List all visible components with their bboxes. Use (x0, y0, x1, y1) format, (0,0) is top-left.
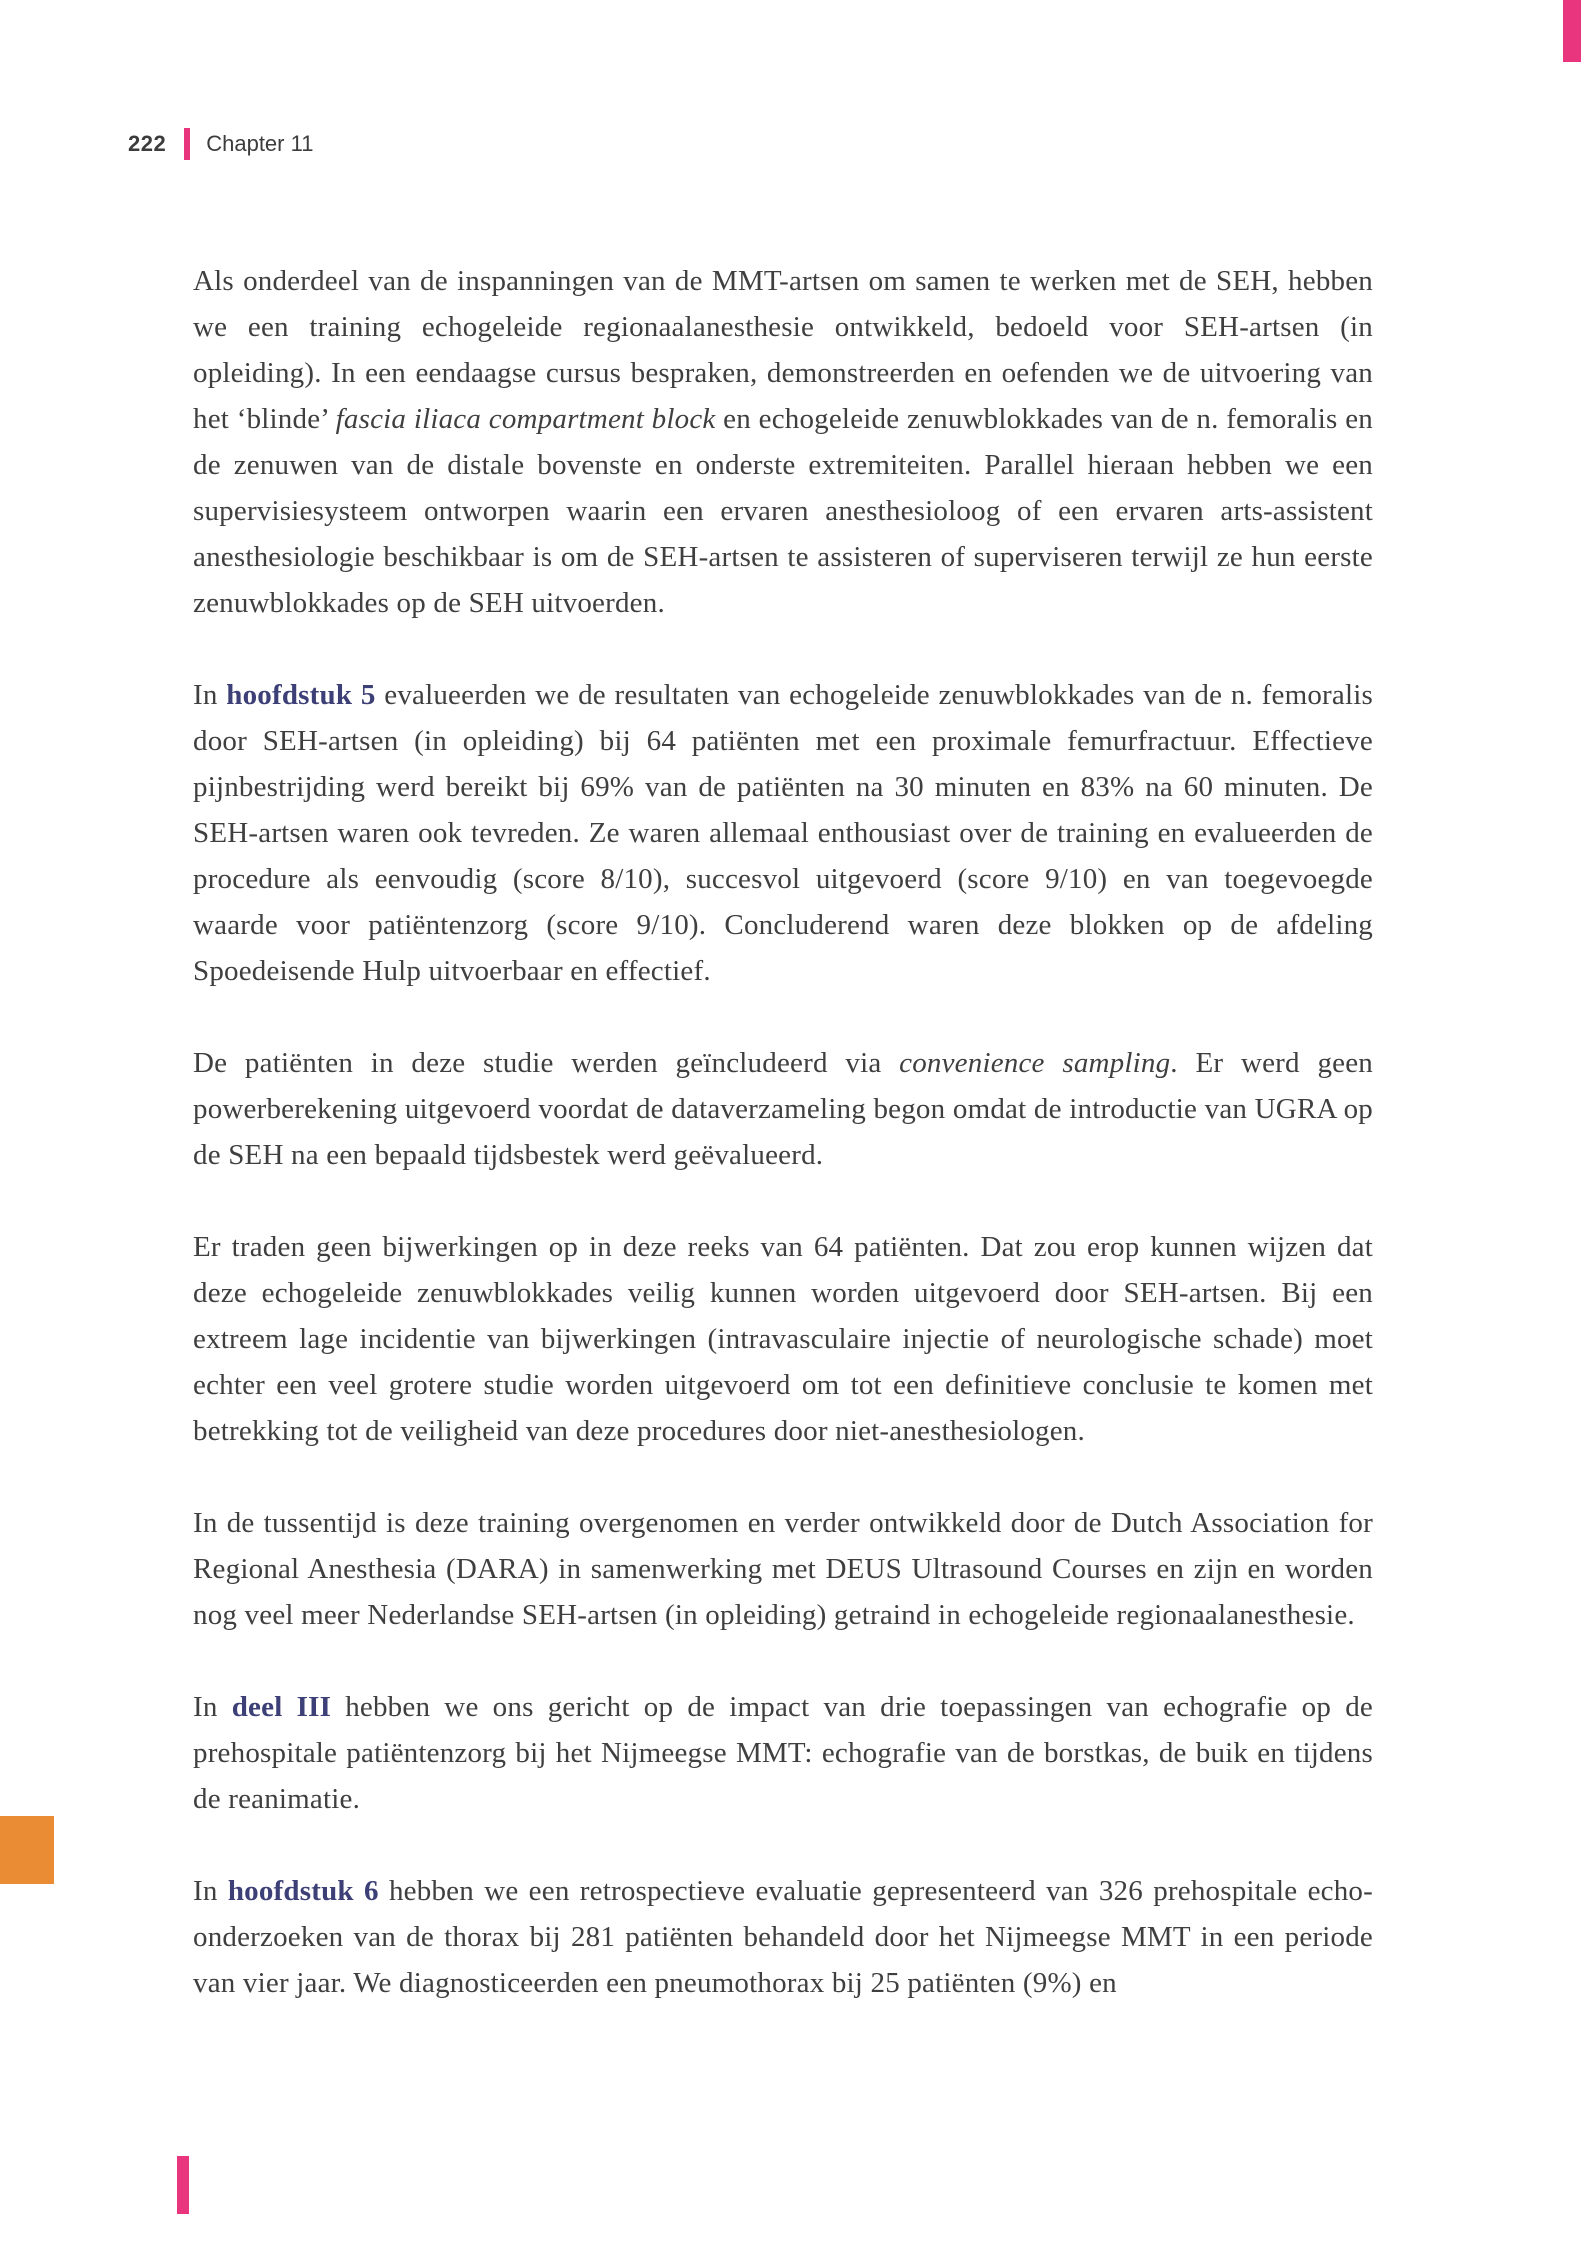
text-segment: De patiënten in deze studie werden geïncludeerd via (193, 1047, 900, 1079)
text-segment: deel III (231, 1691, 332, 1723)
bottom-left-accent-bar (177, 2156, 189, 2214)
paragraph (193, 1684, 1373, 1822)
text-segment: hoofdstuk 5 (226, 679, 376, 711)
paragraph (193, 672, 1373, 994)
text-segment: Als onderdeel van de inspanningen van de MMT-artsen om samen te werken met de SEH, hebben we een training echogeleide regionaalanesthesie ontwikkeld, bedoeld voor SEH-artsen (in opleiding). In een eendaagse cursus bespraken, demonstreerden en oefenden we de uitvoering van het ‘blinde’ (193, 265, 1373, 435)
paragraph (193, 1868, 1373, 2006)
running-header (128, 128, 313, 160)
paragraph (193, 1040, 1373, 1178)
top-right-accent-bar (1563, 0, 1581, 62)
text-segment: evalueerden we de resultaten van echogeleide zenuwblokkades van de n. femoralis door SEH-artsen (in opleiding) bij 64 patiënten met een proximale femurfractuur. Effectieve pijnbestrijding werd bereikt bij 69% van de patiënten na 30 minuten en 83% na 60 minuten. De SEH-artsen waren ook tevreden. Ze waren allemaal enthousiast over de training en evalueerden de procedure als eenvoudig (score 8/10), succesvol uitgevoerd (score 9/10) en van toegevoegde waarde voor patiëntenzorg (score 9/10). Concluderend waren deze blokken op de afdeling Spoedeisende Hulp uitvoerbaar en effectief. (193, 679, 1373, 987)
text-segment: Er traden geen bijwerkingen op in deze reeks van 64 patiënten. Dat zou erop kunnen wijzen dat deze echogeleide zenuwblokkades veilig kunnen worden uitgevoerd door SEH-artsen. Bij een extreem lage incidentie van bijwerkingen (intravasculaire injectie of neurologische schade) moet echter een veel grotere studie worden uitgevoerd om tot een definitieve conclusie te komen met betrekking tot de veiligheid van deze procedures door niet-anesthesiologen. (193, 1231, 1373, 1447)
paragraph (193, 1500, 1373, 1638)
chapter-label: Chapter 11 (206, 131, 314, 156)
left-orange-accent-block (0, 1816, 54, 1884)
text-segment: . Er werd geen powerberekening uitgevoerd voordat de dataverzameling begon omdat de introductie van UGRA op de SEH na een bepaald tijdsbestek werd geëvalueerd. (193, 1047, 1373, 1171)
text-segment: hebben we een retrospectieve evaluatie gepresenteerd van 326 prehospitale echo-onderzoeken van de thorax bij 281 patiënten behandeld door het Nijmeegse MMT in een periode van vier jaar. We diagnosticeerden een pneumothorax bij 25 patiënten (9%) en (193, 1875, 1373, 1999)
body-text (193, 258, 1373, 2006)
paragraph (193, 258, 1373, 626)
text-segment: en echogeleide zenuwblokkades van de n. femoralis en de zenuwen van de distale bovenste en onderste extremiteiten. Parallel hieraan hebben we een supervisiesysteem ontworpen waarin een ervaren anesthesioloog of een ervaren arts-assistent anesthesiologie beschikbaar is om de SEH-artsen te assisteren of superviseren terwijl ze hun eerste zenuwblokkades op de SEH uitvoerden. (193, 403, 1373, 619)
paragraph (193, 1224, 1373, 1454)
header-divider-bar (184, 128, 190, 160)
page-number: 222 (128, 131, 167, 156)
text-segment: convenience sampling (899, 1047, 1171, 1079)
text-segment: In de tussentijd is deze training overgenomen en verder ontwikkeld door de Dutch Association for Regional Anesthesia (DARA) in samenwerking met DEUS Ultrasound Courses en zijn en worden nog veel meer Nederlandse SEH-artsen (in opleiding) getraind in echogeleide regionaalanesthesie. (193, 1507, 1373, 1631)
text-segment: hebben we ons gericht op de impact van drie toepassingen van echografie op de prehospitale patiëntenzorg bij het Nijmeegse MMT: echografie van de borstkas, de buik en tijdens de reanimatie. (193, 1691, 1373, 1815)
text-segment: In (193, 679, 227, 711)
text-segment: fascia iliaca compartment block (335, 403, 716, 435)
text-segment: hoofdstuk 6 (227, 1875, 379, 1907)
text-segment: In (193, 1875, 228, 1907)
text-segment: In (193, 1691, 232, 1723)
